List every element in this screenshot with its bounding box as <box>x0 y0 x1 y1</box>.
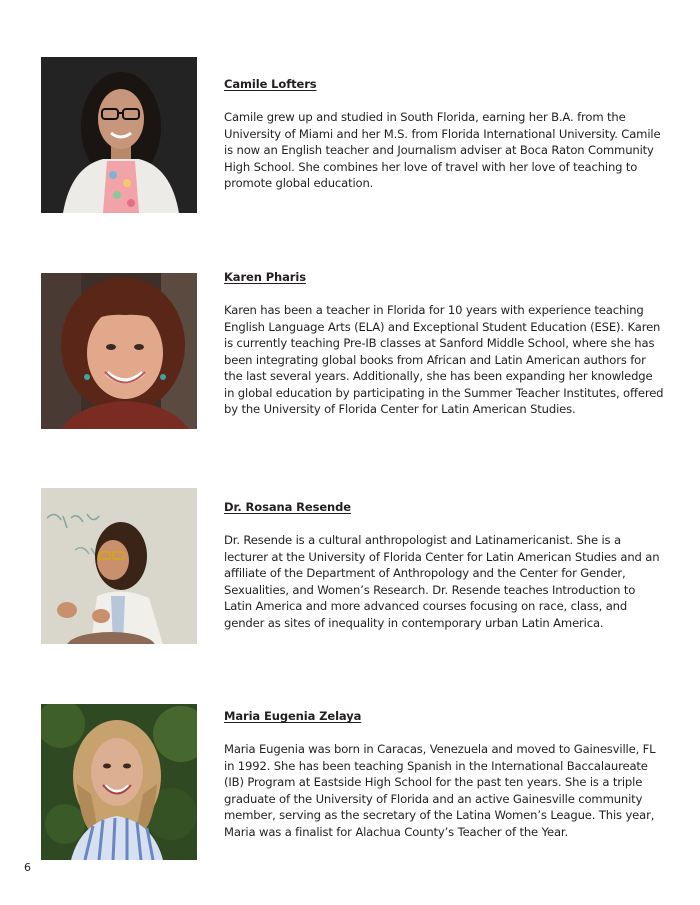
portrait-photo-camile-lofters <box>41 57 197 213</box>
bio-description: Dr. Resende is a cultural anthropologist and Latinamericanist. She is a lecturer at the University of Florida Center for Latin American Studies and an affiliate of the Department of Anthropology and the Center for Gender, Sexualities, and Women’s Research. Dr. Resende teaches Introduction to Latin America and more advanced courses focusing on race, class, and gender as sites of inequality in contemporary urban Latin America. <box>224 533 660 630</box>
portrait-photo-maria-eugenia-zelaya <box>41 704 197 860</box>
portrait-photo-karen-pharis <box>41 273 197 429</box>
bio-description: Karen has been a teacher in Florida for 10 years with experience teaching English Language Arts (ELA) and Exceptional Student Education (ESE). Karen is currently teaching Pre-IB classes at Sanford Middle School, where she has been integrating global books from African and Latin American authors for the last several years. Additionally, she has been expanding her knowledge in global education by participating in the Summer Teacher Institutes, offered by the University of Florida Center for Latin American Studies. <box>224 303 664 416</box>
bio-description: Camile grew up and studied in South Florida, earning her B.A. from the University of Miami and her M.S. from Florida International University. Camile is now an English teacher and Journalism adviser at Boca Raton Community High School. She combines her love of travel with her love of teaching to promote global education. <box>224 110 661 190</box>
bio-description: Maria Eugenia was born in Caracas, Venezuela and moved to Gainesville, FL in 1992. She has been teaching Spanish in the International Baccalaureate (IB) Program at Eastside High School for the past ten years. She is a triple graduate of the University of Florida and an active Gainesville community member, serving as the secretary of the Latina Women’s League. This year, Maria was a finalist for Alachua County’s Teacher of the Year. <box>224 742 656 839</box>
bio-name: Dr. Rosana Resende <box>224 500 351 514</box>
bio-name: Camile Lofters <box>224 77 317 91</box>
portrait-photo-rosana-resende <box>41 488 197 644</box>
page-number: 6 <box>24 861 31 874</box>
bio-name: Maria Eugenia Zelaya <box>224 709 362 723</box>
bio-name: Karen Pharis <box>224 270 306 284</box>
